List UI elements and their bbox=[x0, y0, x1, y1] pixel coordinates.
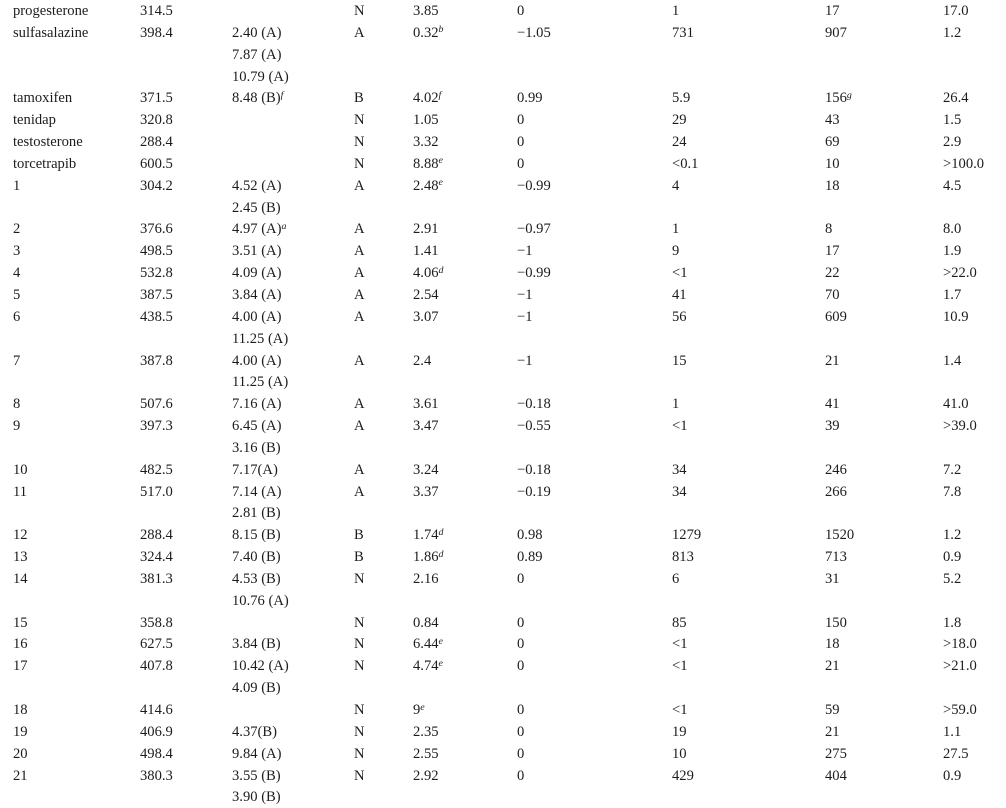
cell-v5: 27.5 bbox=[943, 745, 969, 762]
cell-v3: <1 bbox=[672, 418, 688, 435]
cell-v5: 26.4 bbox=[943, 90, 969, 107]
table-row bbox=[13, 613, 1006, 635]
cell-v5: 1.4 bbox=[943, 352, 962, 369]
cell-v3: 10 bbox=[672, 745, 687, 762]
cell-mw: 627.5 bbox=[140, 636, 173, 653]
cell-v3: 5.9 bbox=[672, 90, 691, 107]
cell-pka bbox=[232, 744, 354, 766]
cell-v2: 0 bbox=[517, 723, 525, 740]
pka-line: 4.09 (B) bbox=[232, 680, 281, 697]
cell-v2: 0 bbox=[517, 702, 525, 718]
cell-pka bbox=[232, 394, 354, 416]
cell-acid-base-class: A bbox=[354, 286, 365, 303]
cell-compound-name: sulfasalazine bbox=[13, 24, 89, 41]
cell-v1: 2.55 bbox=[413, 745, 439, 762]
cell-v3: <1 bbox=[672, 658, 688, 675]
pka-line: 3.55 (B) bbox=[232, 767, 281, 784]
cell-v4: 21 bbox=[825, 352, 840, 369]
cell-v5: 8.0 bbox=[943, 221, 962, 238]
cell-v2: −0.18 bbox=[517, 396, 551, 413]
cell-v2: 0 bbox=[517, 636, 525, 653]
cell-compound-name: 10 bbox=[13, 461, 28, 478]
cell-compound-name: progesterone bbox=[13, 3, 89, 19]
cell-pka bbox=[232, 656, 354, 700]
cell-acid-base-class: A bbox=[354, 308, 365, 325]
cell-pka bbox=[232, 263, 354, 285]
cell-compound-name: 12 bbox=[13, 527, 28, 544]
cell-compound-name: 17 bbox=[13, 658, 28, 675]
cell-v5: 1.2 bbox=[943, 24, 962, 41]
table-row bbox=[13, 263, 1006, 285]
cell-pka bbox=[232, 219, 354, 241]
cell-mw: 438.5 bbox=[140, 308, 173, 325]
cell-acid-base-class: N bbox=[354, 658, 365, 675]
cell-v3: 429 bbox=[672, 767, 694, 784]
cell-v5: 1.2 bbox=[943, 527, 962, 544]
cell-pka bbox=[232, 722, 354, 744]
cell-acid-base-class: A bbox=[354, 418, 365, 435]
cell-acid-base-class: N bbox=[354, 745, 365, 762]
pka-line: 10.42 (A) bbox=[232, 658, 289, 675]
cell-v4: 17 bbox=[825, 3, 840, 19]
cell-v4: 275 bbox=[825, 745, 847, 762]
cell-v5: 1.9 bbox=[943, 243, 962, 260]
cell-acid-base-class: N bbox=[354, 614, 365, 631]
table-row bbox=[13, 634, 1006, 656]
cell-v4: 59 bbox=[825, 702, 840, 718]
cell-v4: 41 bbox=[825, 396, 840, 413]
cell-v3: 34 bbox=[672, 461, 687, 478]
cell-pka bbox=[232, 23, 354, 89]
cell-v3: <1 bbox=[672, 702, 688, 718]
cell-pka bbox=[232, 525, 354, 547]
cell-v1: 1.41 bbox=[413, 243, 439, 260]
cell-v4: 21 bbox=[825, 658, 840, 675]
table-row bbox=[13, 154, 1006, 176]
cell-compound-name: 9 bbox=[13, 418, 21, 435]
cell-v5: >21.0 bbox=[943, 658, 977, 675]
cell-v4: 10 bbox=[825, 155, 840, 172]
cell-v1: 3.61 bbox=[413, 396, 439, 413]
cell-v4: 39 bbox=[825, 418, 840, 435]
cell-v1: 3.47 bbox=[413, 418, 439, 435]
cell-pka bbox=[232, 634, 354, 656]
cell-v4: 21 bbox=[825, 723, 840, 740]
cell-compound-name: 20 bbox=[13, 745, 28, 762]
cell-v1: 0.84 bbox=[413, 614, 439, 631]
cell-acid-base-class: N bbox=[354, 702, 365, 718]
cell-v1: 8.88e bbox=[413, 155, 443, 172]
cell-pka bbox=[232, 766, 354, 808]
cell-v1: 2.92 bbox=[413, 767, 439, 784]
pka-line: 7.17(A) bbox=[232, 461, 278, 478]
cell-acid-base-class: N bbox=[354, 723, 365, 740]
cell-v4: 22 bbox=[825, 265, 840, 282]
cell-v2: −0.99 bbox=[517, 265, 551, 282]
table-row bbox=[13, 219, 1006, 241]
cell-v3: 19 bbox=[672, 723, 687, 740]
cell-v4: 69 bbox=[825, 134, 840, 151]
cell-v3: 56 bbox=[672, 308, 687, 325]
cell-mw: 387.5 bbox=[140, 286, 173, 303]
pka-line: 3.16 (B) bbox=[232, 439, 281, 456]
cell-v3: <1 bbox=[672, 636, 688, 653]
pka-line: 4.00 (A) bbox=[232, 352, 282, 369]
cell-acid-base-class: A bbox=[354, 461, 365, 478]
cell-v2: 0 bbox=[517, 155, 525, 172]
pka-line: 8.15 (B) bbox=[232, 527, 281, 544]
cell-acid-base-class: N bbox=[354, 134, 365, 151]
cell-v2: 0 bbox=[517, 3, 525, 19]
cell-acid-base-class: B bbox=[354, 549, 364, 566]
pka-line: 7.16 (A) bbox=[232, 396, 282, 413]
cell-acid-base-class: A bbox=[354, 483, 365, 500]
cell-mw: 376.6 bbox=[140, 221, 173, 238]
cell-v5: 2.9 bbox=[943, 134, 962, 151]
cell-v1: 1.05 bbox=[413, 112, 439, 129]
table-row bbox=[13, 176, 1006, 220]
table-row bbox=[13, 656, 1006, 700]
cell-v1: 3.07 bbox=[413, 308, 439, 325]
cell-v5: >39.0 bbox=[943, 418, 977, 435]
cell-v4: 17 bbox=[825, 243, 840, 260]
cell-v1: 3.32 bbox=[413, 134, 439, 151]
cell-v1: 1.86$^d$ bbox=[413, 548, 444, 566]
cell-acid-base-class: A bbox=[354, 24, 365, 41]
cell-mw: 532.8 bbox=[140, 265, 173, 282]
cell-mw: 398.4 bbox=[140, 24, 173, 41]
cell-v2: 0 bbox=[517, 614, 525, 631]
table-row bbox=[13, 569, 1006, 613]
pka-line: 4.97 $(A)^a$ bbox=[232, 220, 287, 238]
table-row bbox=[13, 525, 1006, 547]
cell-v1: 0.32$^b$ bbox=[413, 24, 444, 41]
pka-line: 3.51 (A) bbox=[232, 243, 282, 260]
pka-line: 2.81 (B) bbox=[232, 505, 281, 522]
cell-v4: 150 bbox=[825, 614, 847, 631]
cell-pka bbox=[232, 351, 354, 395]
cell-pka bbox=[232, 547, 354, 569]
pka-line: 9.84 (A) bbox=[232, 745, 282, 762]
table-row bbox=[13, 23, 1006, 89]
cell-v2: −1.05 bbox=[517, 24, 551, 41]
cell-mw: 314.5 bbox=[140, 3, 173, 19]
table-row bbox=[13, 482, 1006, 526]
table-row bbox=[13, 394, 1006, 416]
table-row bbox=[13, 241, 1006, 263]
cell-compound-name: 15 bbox=[13, 614, 28, 631]
cell-v1: 3.24 bbox=[413, 461, 439, 478]
table-row bbox=[13, 416, 1006, 460]
cell-v5: >100.0 bbox=[943, 155, 985, 172]
cell-mw: 324.4 bbox=[140, 549, 173, 566]
cell-v3: 1 bbox=[672, 3, 680, 19]
cell-v4: 266 bbox=[825, 483, 847, 500]
pka-line: 6.45 (A) bbox=[232, 418, 282, 435]
cell-compound-name: 8 bbox=[13, 396, 21, 413]
cell-pka bbox=[232, 482, 354, 526]
cell-v1: 2.91 bbox=[413, 221, 439, 238]
cell-compound-name: tenidap bbox=[13, 112, 56, 129]
table-row bbox=[13, 351, 1006, 395]
cell-v3: 1 bbox=[672, 396, 680, 413]
cell-v1: 2.48e bbox=[413, 177, 443, 194]
cell-mw: 600.5 bbox=[140, 155, 173, 172]
cell-mw: 387.8 bbox=[140, 352, 173, 369]
cell-acid-base-class: B bbox=[354, 527, 364, 544]
cell-v3: 1 bbox=[672, 221, 680, 238]
cell-mw: 320.8 bbox=[140, 112, 173, 129]
cell-compound-name: 5 bbox=[13, 286, 21, 303]
cell-v3: 24 bbox=[672, 134, 687, 151]
cell-compound-name: 1 bbox=[13, 177, 21, 194]
cell-v4: 18 bbox=[825, 636, 840, 653]
pka-line: 4.00 (A) bbox=[232, 308, 282, 325]
cell-pka bbox=[232, 88, 354, 110]
cell-mw: 381.3 bbox=[140, 570, 173, 587]
cell-v3: 85 bbox=[672, 614, 687, 631]
cell-v5: 0.9 bbox=[943, 549, 962, 566]
cell-acid-base-class: B bbox=[354, 90, 364, 107]
cell-v2: 0 bbox=[517, 658, 525, 675]
cell-v2: 0.98 bbox=[517, 527, 543, 544]
table-row bbox=[13, 744, 1006, 766]
cell-v3: 15 bbox=[672, 352, 687, 369]
cell-pka bbox=[232, 307, 354, 351]
cell-v2: −0.97 bbox=[517, 221, 551, 238]
cell-v2: −0.19 bbox=[517, 483, 551, 500]
pka-line: 2.40 (A) bbox=[232, 24, 282, 41]
cell-v1: 2.35 bbox=[413, 723, 439, 740]
pka-line: 3.90 (B) bbox=[232, 789, 281, 806]
pka-line: 2.45 (B) bbox=[232, 199, 281, 216]
cell-mw: 414.6 bbox=[140, 702, 173, 718]
cell-v1: 3.85 bbox=[413, 3, 439, 19]
pka-line: 4.37(B) bbox=[232, 723, 277, 740]
cell-v5: 1.8 bbox=[943, 614, 962, 631]
cell-v1: 4.74e bbox=[413, 657, 443, 675]
cell-v5: >22.0 bbox=[943, 265, 977, 282]
pka-line: 7.40 (B) bbox=[232, 549, 281, 566]
cell-v2: 0 bbox=[517, 112, 525, 129]
cell-v2: 0 bbox=[517, 134, 525, 151]
cell-mw: 517.0 bbox=[140, 483, 173, 500]
cell-compound-name: testosterone bbox=[13, 134, 83, 151]
table-row bbox=[13, 1, 1006, 23]
cell-v4: 907 bbox=[825, 24, 847, 41]
cell-mw: 507.6 bbox=[140, 396, 173, 413]
cell-v2: −1 bbox=[517, 286, 533, 303]
cell-v1: 4.06$^d$ bbox=[413, 264, 444, 282]
cell-acid-base-class: A bbox=[354, 396, 365, 413]
cell-v2: −1 bbox=[517, 352, 533, 369]
cell-v2: 0.89 bbox=[517, 549, 543, 566]
cell-v5: >59.0 bbox=[943, 702, 977, 718]
cell-v3: 6 bbox=[672, 570, 680, 587]
pka-line: 3.84 (B) bbox=[232, 636, 281, 653]
table-row bbox=[13, 88, 1006, 110]
cell-mw: 407.8 bbox=[140, 658, 173, 675]
table-row bbox=[13, 547, 1006, 569]
cell-compound-name: 21 bbox=[13, 767, 28, 784]
cell-mw: 397.3 bbox=[140, 418, 173, 435]
cell-mw: 358.8 bbox=[140, 614, 173, 631]
cell-mw: 304.2 bbox=[140, 177, 173, 194]
pka-line: 3.84 (A) bbox=[232, 286, 282, 303]
pka-line: 7.87 (A) bbox=[232, 46, 282, 63]
data-table bbox=[13, 1, 1006, 808]
pka-line: 7.14 (A) bbox=[232, 483, 282, 500]
cell-pka bbox=[232, 569, 354, 613]
cell-v2: 0 bbox=[517, 570, 525, 587]
cell-compound-name: 3 bbox=[13, 243, 21, 260]
cell-v1: 4.02$^f$ bbox=[413, 89, 442, 107]
cell-v3: 731 bbox=[672, 24, 694, 41]
cell-v5: >18.0 bbox=[943, 636, 977, 653]
cell-acid-base-class: N bbox=[354, 155, 365, 172]
cell-v2: −1 bbox=[517, 308, 533, 325]
cell-acid-base-class: A bbox=[354, 221, 365, 238]
cell-v5: 0.9 bbox=[943, 767, 962, 784]
cell-v4: 70 bbox=[825, 286, 840, 303]
cell-pka bbox=[232, 241, 354, 263]
table-row bbox=[13, 722, 1006, 744]
cell-mw: 288.4 bbox=[140, 527, 173, 544]
cell-compound-name: tamoxifen bbox=[13, 90, 73, 107]
cell-v1: 2.4 bbox=[413, 352, 432, 369]
cell-v5: 10.9 bbox=[943, 308, 969, 325]
cell-mw: 288.4 bbox=[140, 134, 173, 151]
cell-mw: 482.5 bbox=[140, 461, 173, 478]
cell-v5: 1.7 bbox=[943, 286, 962, 303]
cell-acid-base-class: A bbox=[354, 265, 365, 282]
cell-compound-name: 11 bbox=[13, 483, 28, 500]
cell-v2: −0.18 bbox=[517, 461, 551, 478]
cell-v5: 1.5 bbox=[943, 112, 962, 129]
cell-v4: 246 bbox=[825, 461, 847, 478]
cell-v5: 7.8 bbox=[943, 483, 962, 500]
cell-v5: 7.2 bbox=[943, 461, 962, 478]
cell-mw: 371.5 bbox=[140, 90, 173, 107]
cell-compound-name: 4 bbox=[13, 265, 21, 282]
cell-v3: 4 bbox=[672, 177, 680, 194]
cell-v1: 1.74$^d$ bbox=[413, 526, 444, 544]
cell-v3: <1 bbox=[672, 265, 688, 282]
pka-line: 4.52 (A) bbox=[232, 177, 282, 194]
pka-line: 11.25 (A) bbox=[232, 374, 289, 391]
pka-line: 4.53 (B) bbox=[232, 570, 281, 587]
cell-v3: 9 bbox=[672, 243, 680, 260]
cell-v1: 2.54 bbox=[413, 286, 439, 303]
cell-v2: 0 bbox=[517, 745, 525, 762]
cell-v4: 156$^g$ bbox=[825, 89, 852, 107]
cell-v5: 17.0 bbox=[943, 3, 969, 19]
table-row bbox=[13, 110, 1006, 132]
cell-v4: 609 bbox=[825, 308, 847, 325]
cell-v4: 1520 bbox=[825, 527, 855, 544]
cell-acid-base-class: N bbox=[354, 3, 365, 19]
pka-line: 11.25 (A) bbox=[232, 330, 289, 347]
cell-v5: 4.5 bbox=[943, 177, 962, 194]
pka-line: 10.76 (A) bbox=[232, 592, 289, 609]
table-row bbox=[13, 766, 1006, 808]
cell-compound-name: torcetrapib bbox=[13, 155, 77, 172]
cell-pka bbox=[232, 416, 354, 460]
cell-v3: 34 bbox=[672, 483, 687, 500]
cell-acid-base-class: N bbox=[354, 112, 365, 129]
cell-compound-name: 13 bbox=[13, 549, 28, 566]
cell-v4: 713 bbox=[825, 549, 847, 566]
cell-compound-name: 16 bbox=[13, 636, 28, 653]
cell-v2: −0.55 bbox=[517, 418, 551, 435]
cell-mw: 498.5 bbox=[140, 243, 173, 260]
table-row bbox=[13, 460, 1006, 482]
cell-pka bbox=[232, 460, 354, 482]
cell-v5: 5.2 bbox=[943, 570, 962, 587]
cell-v1: 2.16 bbox=[413, 570, 439, 587]
cell-v3: <0.1 bbox=[672, 155, 699, 172]
cell-v3: 41 bbox=[672, 286, 687, 303]
cell-v2: −0.99 bbox=[517, 177, 551, 194]
cell-v1: 6.44e bbox=[413, 636, 443, 653]
table-row bbox=[13, 285, 1006, 307]
cell-compound-name: 19 bbox=[13, 723, 28, 740]
cell-mw: 380.3 bbox=[140, 767, 173, 784]
cell-v4: 31 bbox=[825, 570, 840, 587]
cell-v1: 9e bbox=[413, 701, 425, 718]
cell-compound-name: 6 bbox=[13, 308, 21, 325]
cell-v2: 0 bbox=[517, 767, 525, 784]
cell-acid-base-class: A bbox=[354, 243, 365, 260]
cell-compound-name: 2 bbox=[13, 221, 21, 238]
cell-v5: 41.0 bbox=[943, 396, 969, 413]
cell-v3: 29 bbox=[672, 112, 687, 129]
cell-v5: 1.1 bbox=[943, 723, 962, 740]
cell-acid-base-class: N bbox=[354, 570, 365, 587]
cell-acid-base-class: A bbox=[354, 177, 365, 194]
cell-compound-name: 7 bbox=[13, 352, 21, 369]
cell-acid-base-class: N bbox=[354, 636, 365, 653]
cell-v4: 404 bbox=[825, 767, 847, 784]
cell-compound-name: 18 bbox=[13, 702, 28, 718]
cell-pka bbox=[232, 285, 354, 307]
cell-v2: 0.99 bbox=[517, 90, 543, 107]
cell-v2: −1 bbox=[517, 243, 533, 260]
table-row bbox=[13, 132, 1006, 154]
pka-line: 4.09 (A) bbox=[232, 265, 282, 282]
pka-line: 8.48 $(B)^f$ bbox=[232, 89, 284, 107]
cell-v3: 1279 bbox=[672, 527, 702, 544]
table-row bbox=[13, 700, 1006, 722]
cell-v1: 3.37 bbox=[413, 483, 439, 500]
cell-acid-base-class: A bbox=[354, 352, 365, 369]
cell-mw: 498.4 bbox=[140, 745, 173, 762]
cell-pka bbox=[232, 176, 354, 220]
cell-mw: 406.9 bbox=[140, 723, 173, 740]
cell-v4: 43 bbox=[825, 112, 840, 129]
cell-v4: 8 bbox=[825, 221, 833, 238]
pka-line: 10.79 (A) bbox=[232, 68, 289, 85]
cell-acid-base-class: N bbox=[354, 767, 365, 784]
cell-v3: 813 bbox=[672, 549, 694, 566]
table-row bbox=[13, 307, 1006, 351]
cell-compound-name: 14 bbox=[13, 570, 28, 587]
cell-v4: 18 bbox=[825, 177, 840, 194]
